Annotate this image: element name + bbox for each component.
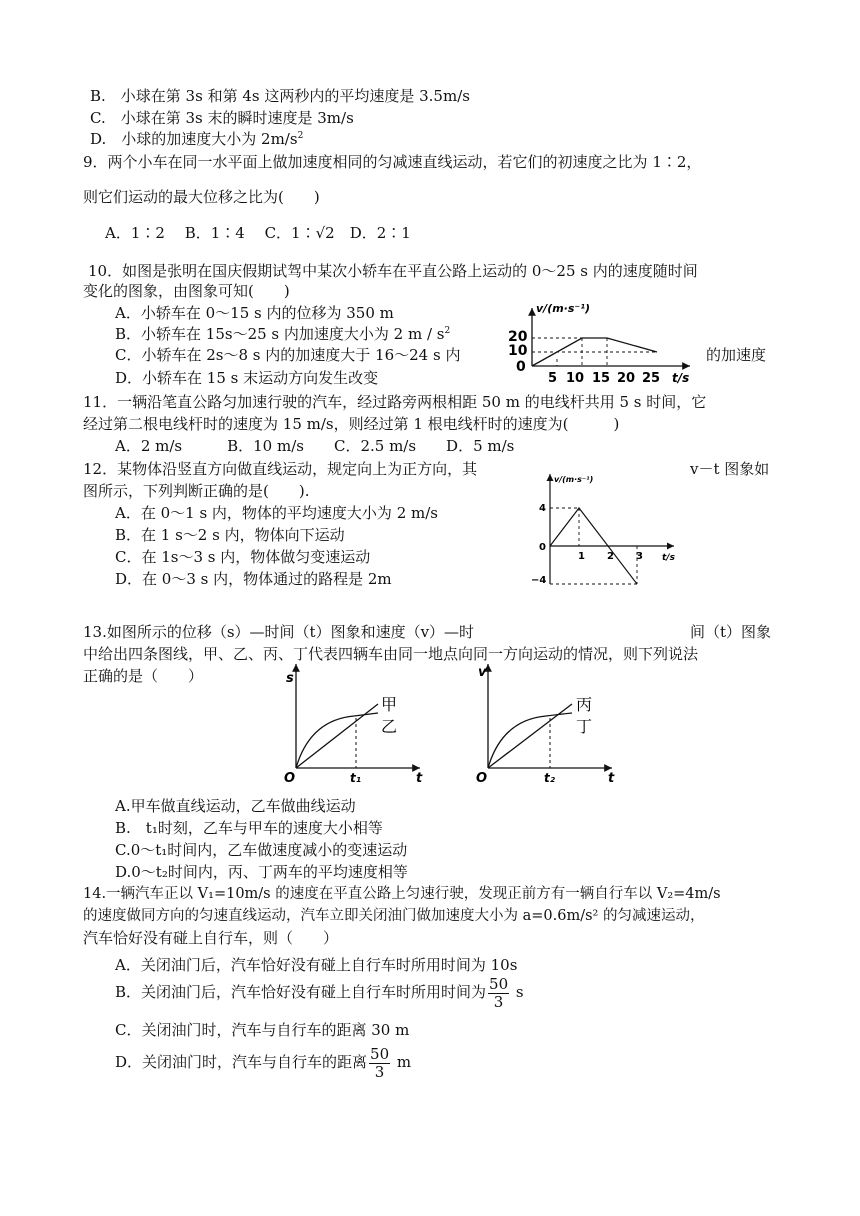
q10-stem: 10．如图是张明在国庆假期试驾中某次小轿车在平直公路上运动的 0～25 s 内的速度随时间 xyxy=(88,262,698,280)
x-tick-label: 20 xyxy=(617,371,636,386)
fraction-denominator: 3 xyxy=(493,992,504,1011)
tick-t1: t₁ xyxy=(350,771,361,785)
q10-option-a: A．小轿车在 0～15 s 内的位移为 350 m xyxy=(115,304,394,322)
x-tick-label: 1 xyxy=(578,551,585,562)
q11-options: A．2 m/s B．10 m/s C．2.5 m/s D．5 m/s xyxy=(115,437,515,455)
q12-option-c: C．在 1s～3 s 内，物体做匀变速运动 xyxy=(115,548,371,566)
curve-label-yi: 乙 xyxy=(381,717,398,736)
q12-stem: 12．某物体沿竖直方向做直线运动，规定向上为正方向，其 xyxy=(83,460,478,478)
q13-stem-tail: 间（t）图象 xyxy=(690,623,772,641)
q12-vt-chart xyxy=(526,468,686,586)
x-axis-label: t xyxy=(608,771,615,786)
q13-stem: 13.如图所示的位移（s）—时间（t）图象和速度（v）—时 xyxy=(83,623,475,641)
q13-vt-chart xyxy=(462,658,622,790)
fraction-denominator: 3 xyxy=(374,1062,385,1081)
y-axis-label: v xyxy=(478,665,487,680)
q13-option-b: B. t₁时刻，乙车与甲车的速度大小相等 xyxy=(115,819,383,837)
superscript: 2 xyxy=(444,326,451,336)
unit: s xyxy=(515,983,524,1001)
q12-stem-tail: v－t 图象如 xyxy=(690,460,770,478)
q14-option-b-text: B．关闭油门后，汽车恰好没有碰上自行车时所用时间为 xyxy=(115,983,487,1001)
x-axis-label: t xyxy=(416,771,423,786)
q14-option-d xyxy=(115,1042,411,1082)
q13-stem-3: 正确的是（ ） xyxy=(83,667,204,685)
tick-t2: t₂ xyxy=(544,771,555,785)
unit: m xyxy=(396,1053,412,1071)
x-tick-label: 2 xyxy=(607,551,614,562)
q9-options: A．1∶2 B．1∶4 C．1∶√2 D．2∶1 xyxy=(105,224,411,242)
y-axis-label: s xyxy=(286,671,294,686)
fraction xyxy=(488,976,509,1011)
q14-option-c: C．关闭油门时，汽车与自行车的距离 30 m xyxy=(115,1021,410,1039)
x-tick-label: 10 xyxy=(566,371,585,386)
curve-yi xyxy=(296,713,378,768)
q10-stem-2: 变化的图象，由图象可知( ) xyxy=(83,282,290,300)
q8-option-d-text: D. 小球的加速度大小为 2m/s xyxy=(90,130,298,148)
x-axis-label: t/s xyxy=(662,553,675,563)
q10-option-c: C．小轿车在 2s～8 s 内的加速度大于 16～24 s 内 xyxy=(115,346,461,364)
x-tick-label: 3 xyxy=(636,551,643,562)
origin-label: O xyxy=(284,771,296,786)
q10-vt-chart xyxy=(502,300,702,390)
origin-label: O xyxy=(476,771,488,786)
y-axis-label: v/(m·s⁻¹) xyxy=(536,302,591,315)
q12-stem-2: 图所示，下列判断正确的是( ). xyxy=(83,482,310,500)
q14-option-b xyxy=(115,972,524,1012)
q11-stem: 11．一辆沿笔直公路匀加速行驶的汽车，经过路旁两根相距 50 m 的电线杆共用 5 s 时间，它 xyxy=(83,393,707,411)
q10-option-d: D．小轿车在 15 s 末运动方向发生改变 xyxy=(115,369,379,387)
curve-label-ding: 丁 xyxy=(576,717,593,736)
q14-option-d-text: D．关闭油门时，汽车与自行车的距离 xyxy=(115,1053,368,1071)
q10-option-c-tail: 的加速度 xyxy=(706,346,767,364)
curve-label-bing: 丙 xyxy=(576,695,593,714)
x-axis-label: t/s xyxy=(672,371,690,385)
fraction-numerator: 50 xyxy=(489,974,509,993)
x-tick-label: 15 xyxy=(592,371,611,386)
y-tick-label: −4 xyxy=(531,575,547,586)
q12-option-d: D．在 0～3 s 内，物体通过的路程是 2m xyxy=(115,570,392,588)
fraction-numerator: 50 xyxy=(370,1044,390,1063)
y-tick-label: 20 xyxy=(508,329,528,345)
q13-stem-2: 中给出四条图线，甲、乙、丙、丁代表四辆车由同一地点向同一方向运动的情况，则下列说法 xyxy=(83,645,699,663)
x-tick-label: 5 xyxy=(548,371,558,386)
q14-option-a: A．关闭油门后，汽车恰好没有碰上自行车时所用时间为 10s xyxy=(115,956,518,974)
line-ding xyxy=(488,704,572,768)
guide-lines xyxy=(532,338,657,366)
q8-option-d xyxy=(90,129,303,149)
q14-stem: 14.一辆汽车正以 V₁=10m/s 的速度在平直公路上匀速行驶，发现正前方有一辆自行车以 V₂=4m/s xyxy=(83,886,721,902)
q9-stem-2: 则它们运动的最大位移之比为( ) xyxy=(83,188,320,206)
q12-option-a: A．在 0～1 s 内，物体的平均速度大小为 2 m/s xyxy=(115,504,438,522)
q14-stem-2: 的速度做同方向的匀速直线运动，汽车立即关闭油门做加速度大小为 a=0.6m/s² 的匀减速运动， xyxy=(83,908,705,924)
q10-option-b-text: B．小轿车在 15s～25 s 内加速度大小为 2 m / s xyxy=(115,325,445,343)
y-tick-label: 4 xyxy=(539,503,546,514)
q14-stem-3: 汽车恰好没有碰上自行车，则（ ） xyxy=(83,929,339,947)
q9-stem: 9．两个小车在同一水平面上做加速度相同的匀减速直线运动，若它们的初速度之比为 1∶2， xyxy=(83,153,702,171)
q11-stem-2: 经过第二根电线杆时的速度为 15 m/s，则经过第 1 根电线杆时的速度为( ) xyxy=(83,415,620,433)
q13-option-d: D.0～t₂时间内，丙、丁两车的平均速度相等 xyxy=(115,863,408,881)
y-axis-label: v/(m·s⁻¹) xyxy=(554,475,594,484)
q12-option-b: B．在 1 s～2 s 内，物体向下运动 xyxy=(115,526,345,544)
q8-option-c: C. 小球在第 3s 末的瞬时速度是 3m/s xyxy=(90,109,354,127)
q13-option-a: A.甲车做直线运动，乙车做曲线运动 xyxy=(115,797,356,815)
curve-label-jia: 甲 xyxy=(381,695,398,714)
y-tick-label: 0 xyxy=(539,542,546,553)
q10-option-b xyxy=(115,324,450,344)
y-tick-label: 10 xyxy=(508,343,528,359)
fraction xyxy=(369,1046,390,1081)
q13-st-chart xyxy=(270,658,430,790)
y-tick-label: 0 xyxy=(516,359,526,375)
q13-option-c: C.0～t₁时间内，乙车做速度减小的变速运动 xyxy=(115,841,408,859)
superscript: 2 xyxy=(297,131,304,141)
x-tick-label: 25 xyxy=(642,371,661,386)
q8-option-b: B. 小球在第 3s 和第 4s 这两秒内的平均速度是 3.5m/s xyxy=(90,87,470,105)
line-jia xyxy=(296,704,378,768)
curve-bing xyxy=(488,713,572,768)
